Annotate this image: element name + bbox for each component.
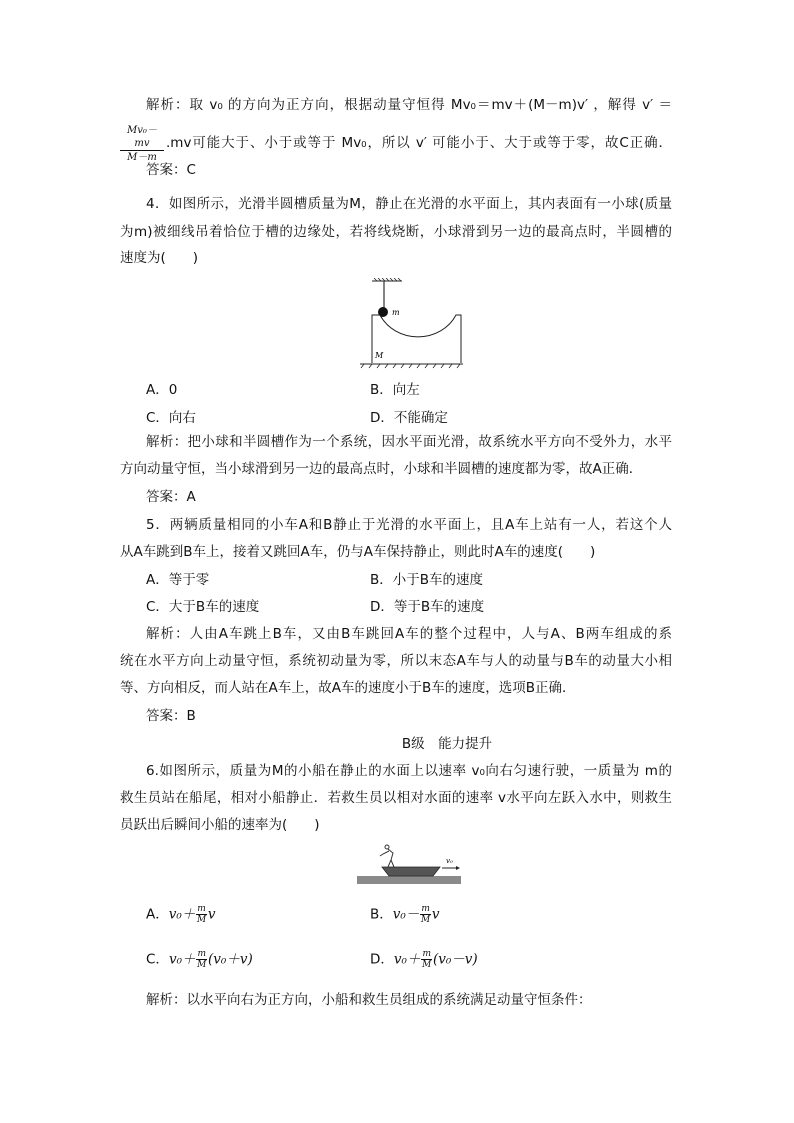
q4-answer: 答案：A bbox=[146, 489, 196, 505]
fraction-denominator: M bbox=[197, 960, 207, 970]
option-label: B． bbox=[370, 906, 393, 923]
q4-stem-line: 速度为( ) bbox=[120, 250, 199, 266]
fraction bbox=[120, 124, 164, 164]
q4-analysis-line: 方向动量守恒，当小球滑到另一边的最高点时，小球和半圆槽的速度都为零，故A正确． bbox=[120, 461, 643, 477]
ball-label: m bbox=[392, 308, 400, 317]
q6-option-b bbox=[370, 904, 440, 925]
fraction-denominator: M－m bbox=[127, 152, 157, 163]
velocity-label: v₀ bbox=[446, 857, 453, 865]
q4-option-a: A．0 bbox=[146, 382, 178, 398]
q4-option-c: C．向右 bbox=[146, 410, 196, 426]
q4-analysis-line: 解析：把小球和半圆槽作为一个系统，因水平面光滑，故系统水平方向不受外力，水平 bbox=[146, 434, 672, 450]
option-expr: v₀＋ bbox=[168, 906, 196, 923]
q5-answer: 答案：B bbox=[146, 708, 196, 724]
half-trough-figure bbox=[355, 278, 465, 370]
option-expr: (v₀－v) bbox=[433, 951, 478, 968]
fraction-denominator: M bbox=[422, 960, 432, 970]
q3-analysis-line: 解析：取 v₀ 的方向为正方向，根据动量守恒得 Mv₀＝mv＋(M－m)v′ ，解得 v′ ＝ bbox=[146, 97, 672, 113]
q4-option-b: B．向左 bbox=[370, 382, 420, 398]
option-label: C． bbox=[146, 951, 169, 968]
q6-analysis-line: 解析：以水平向右为正方向，小船和救生员组成的系统满足动量守恒条件： bbox=[146, 992, 592, 1008]
q6-option-c bbox=[146, 949, 253, 970]
q4-stem-line: 4．如图所示，光滑半圆槽质量为M，静止在光滑的水平面上，其内表面有一小球(质量 bbox=[146, 196, 672, 212]
section-title: B级 能力提升 bbox=[401, 736, 493, 752]
q3-analysis-line: .mv可能大于、小于或等于 Mv₀，所以 v′ 可能小于、大于或等于零，故C正确． bbox=[166, 135, 672, 151]
fraction-denominator: M bbox=[420, 915, 431, 925]
fraction-numerator: Mv₀－mv bbox=[120, 124, 164, 151]
q5-option-b: B．小于B车的速度 bbox=[370, 572, 484, 588]
fraction-numerator: m bbox=[421, 904, 430, 914]
option-expr: v bbox=[207, 906, 216, 923]
q6-stem-line: 员跃出后瞬间小船的速率为( ) bbox=[120, 817, 320, 833]
q3-answer: 答案：C bbox=[146, 162, 196, 178]
q5-option-c: C．大于B车的速度 bbox=[146, 599, 260, 615]
q5-option-a: A．等于零 bbox=[146, 572, 210, 588]
q4-stem-line: 为m)被细线吊着恰位于槽的边缘处，若将线烧断，小球滑到另一边的最高点时，半圆槽的 bbox=[120, 224, 672, 240]
option-fraction bbox=[196, 904, 207, 925]
q5-option-d: D．等于B车的速度 bbox=[370, 599, 485, 615]
boat-figure bbox=[357, 843, 463, 889]
q5-analysis-line: 等、方向相反，而人站在A车上，故A车的速度小于B车的速度，选项B正确． bbox=[120, 680, 576, 696]
option-fraction bbox=[421, 949, 432, 970]
option-expr: v₀＋ bbox=[168, 951, 196, 968]
option-expr: v₀－ bbox=[392, 906, 420, 923]
q4-option-d: D．不能确定 bbox=[370, 410, 448, 426]
option-fraction bbox=[196, 949, 207, 970]
fraction-numerator: m bbox=[197, 904, 206, 914]
option-expr: (v₀＋v) bbox=[208, 951, 253, 968]
fraction-numerator: m bbox=[422, 949, 431, 959]
fraction-numerator: m bbox=[197, 949, 207, 959]
q5-stem-line: 5．两辆质量相同的小车A和B静止于光滑的水平面上，且A车上站有一人，若这个人 bbox=[146, 517, 672, 533]
option-expr: v bbox=[431, 906, 440, 923]
option-label: D． bbox=[370, 951, 394, 968]
q6-stem-line: 救生员站在船尾，相对小船静止．若救生员以相对水面的速率 v水平向左跃入水中，则救生 bbox=[120, 790, 672, 806]
fraction-denominator: M bbox=[196, 915, 207, 925]
trough-label: M bbox=[375, 351, 384, 360]
option-fraction bbox=[420, 904, 431, 925]
q6-stem-line: 6.如图所示，质量为M的小船在静止的水面上以速率 v₀向右匀速行驶，一质量为 m的 bbox=[146, 763, 672, 779]
q5-analysis-line: 统在水平方向上动量守恒，系统初动量为零，所以末态A车与人的动量与B车的动量大小相 bbox=[120, 653, 672, 669]
option-label: A． bbox=[146, 906, 169, 923]
q5-stem-line: 从A车跳到B车上，接着又跳回A车，仍与A车保持静止，则此时A车的速度( ) bbox=[120, 544, 596, 560]
q6-option-a bbox=[146, 904, 216, 925]
q6-option-d bbox=[370, 949, 478, 970]
q5-analysis-line: 解析：人由A车跳上B车，又由B车跳回A车的整个过程中，人与A、B两车组成的系 bbox=[146, 626, 672, 642]
option-expr: v₀＋ bbox=[393, 951, 421, 968]
